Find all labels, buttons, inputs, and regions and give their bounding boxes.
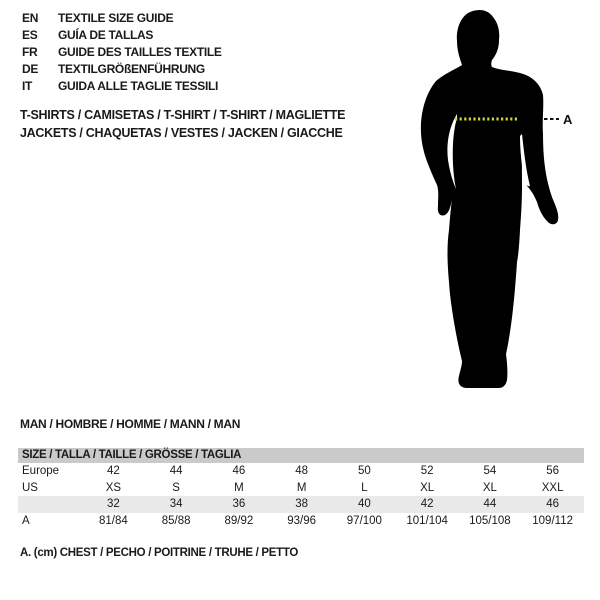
table-cell: 38 [295,498,309,511]
table-row-europe [18,463,584,480]
language-list [22,10,222,95]
measurement-footnote: A. (cm) CHEST / PECHO / POITRINE / TRUHE / PETTO [20,547,299,559]
language-label: GUIDE DES TAILLES TEXTILE [58,45,222,59]
table-cell: 101/104 [406,514,448,527]
table-cell: 109/112 [532,514,573,527]
table-cell: 54 [483,465,497,478]
language-code: EN [22,11,39,25]
table-cell: 93/96 [287,514,317,527]
table-cell: 89/92 [224,514,254,527]
language-row [22,61,222,78]
language-row [22,78,222,95]
table-cell: 46 [232,465,246,478]
table-cell: 97/100 [346,514,382,527]
table-cell: XL [420,481,435,494]
language-label: GUIDA ALLE TAGLIE TESSILI [58,79,219,93]
table-cell: 34 [169,498,183,511]
man-silhouette-icon [405,2,600,400]
table-cell: 52 [420,465,434,478]
table-row-numeric [18,496,584,513]
language-row [22,44,222,61]
table-cell: XXL [541,481,564,494]
table-cell: M [296,481,307,494]
table-cell: XL [482,481,497,494]
size-table [18,448,584,529]
row-label: A [22,514,30,527]
table-cell: 85/88 [161,514,191,527]
table-cell: 42 [106,465,120,478]
language-code: IT [22,79,33,93]
measure-label-a: A [563,112,573,127]
table-cell: 40 [357,498,371,511]
man-silhouette-body [421,10,558,388]
table-cell: M [234,481,244,494]
table-cell: 105/108 [469,514,511,527]
size-table-header: SIZE / TALLA / TAILLE / GRÖSSE / TAGLIA [18,448,584,463]
category-tshirts: T-SHIRTS / CAMISETAS / T-SHIRT / T-SHIRT / MAGLIETTE [20,108,346,122]
language-label: TEXTILGRÖßENFÜHRUNG [58,62,205,76]
table-cell: XS [105,481,122,494]
category-jackets: JACKETS / CHAQUETAS / VESTES / JACKEN / GIACCHE [20,126,343,140]
table-cell: 44 [483,498,497,511]
language-code: DE [22,62,39,76]
table-cell: 32 [106,498,120,511]
section-title-man: MAN / HOMBRE / HOMME / MANN / MAN [20,417,241,431]
table-cell: 46 [546,498,560,511]
man-silhouette-figure [405,2,600,400]
table-cell: 36 [232,498,246,511]
language-code: FR [22,45,38,59]
row-label: Europe [22,465,60,478]
table-cell: S [172,481,180,494]
table-cell: 44 [169,465,183,478]
row-label: US [22,481,38,494]
table-row-us [18,480,584,497]
table-cell: 48 [295,465,309,478]
table-cell: 42 [420,498,434,511]
table-cell: 50 [357,465,371,478]
language-row [22,10,222,27]
language-label: GUÍA DE TALLAS [58,28,154,42]
category-lines [20,106,345,142]
language-label: TEXTILE SIZE GUIDE [58,11,174,25]
table-cell: L [361,481,368,494]
language-code: ES [22,28,38,42]
table-row-chest [18,513,584,530]
table-cell: 81/84 [98,514,128,527]
language-row [22,27,222,44]
table-cell: 56 [546,465,560,478]
